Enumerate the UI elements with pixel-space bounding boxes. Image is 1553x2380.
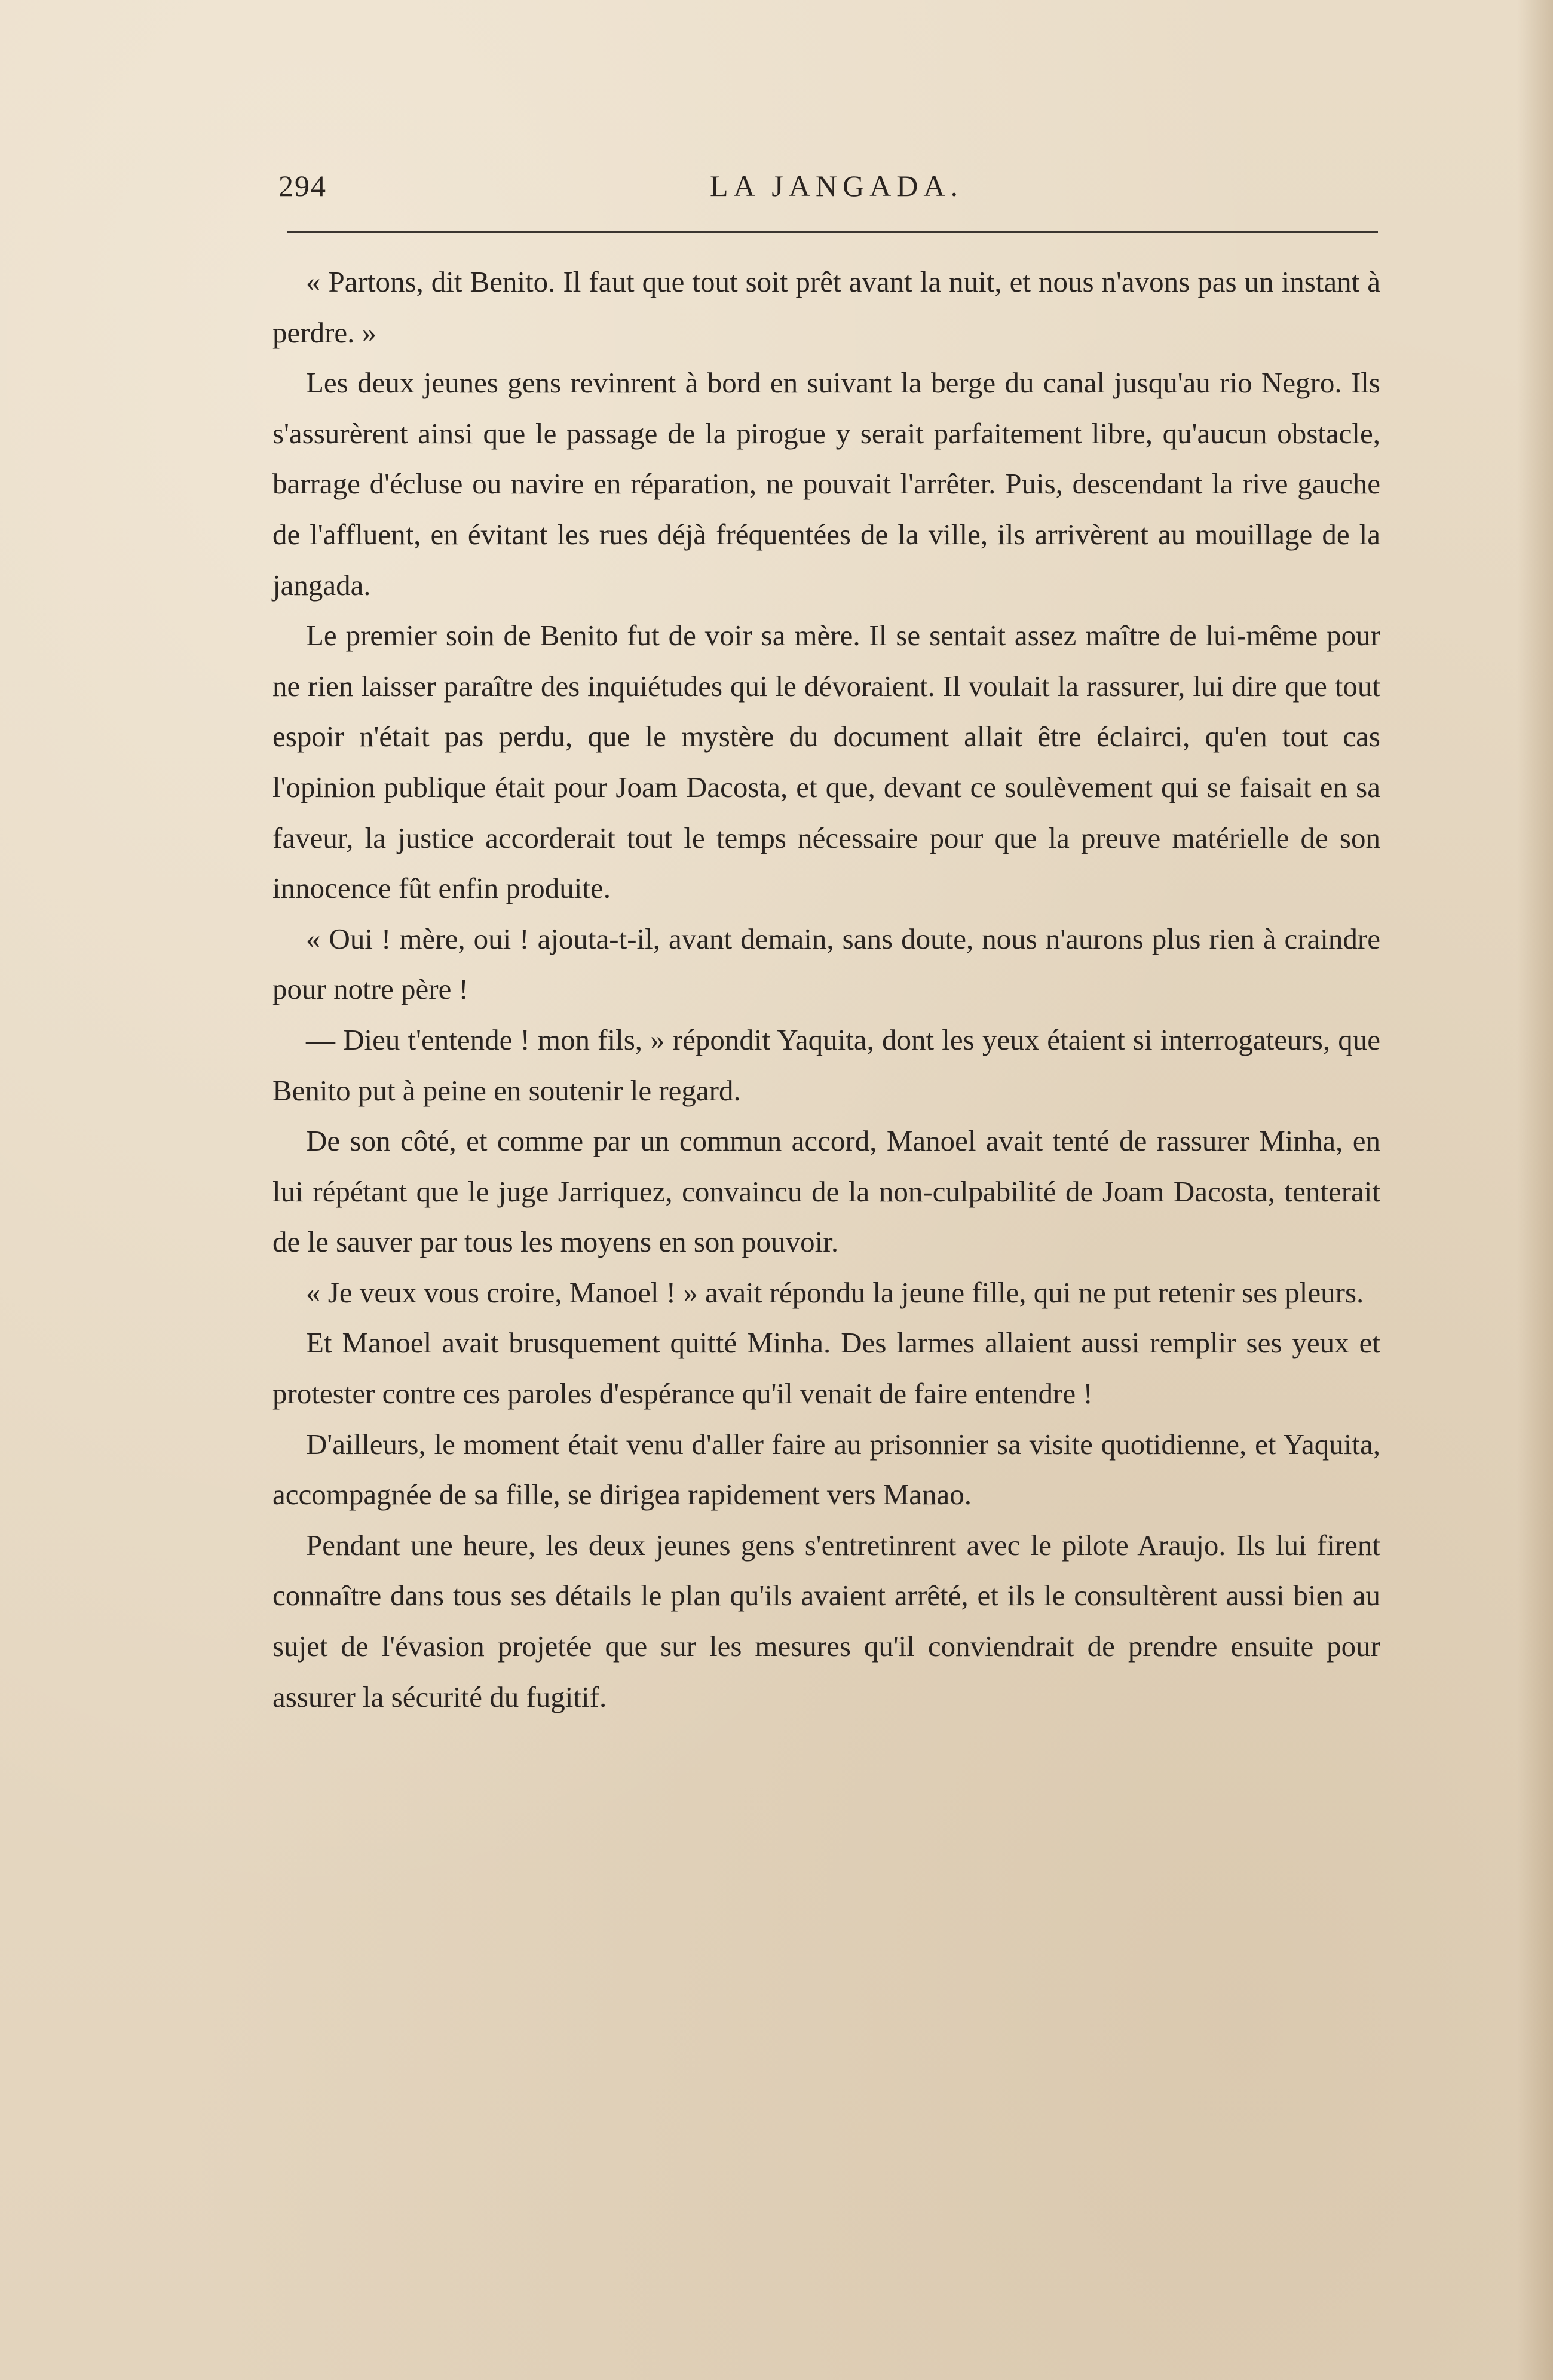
page-number: 294 — [278, 169, 327, 203]
paragraph: Et Manoel avait brusquement quitté Minha. Des larmes allaient aussi remplir ses yeux et protester contre ces paroles d'espérance qu'il venait de faire entendre ! — [272, 1326, 1380, 1410]
paragraph: Le premier soin de Benito fut de voir sa mère. Il se sentait assez maître de lui-même pour ne rien laisser paraître des inquiétudes qui le dévoraient. Il voulait la rassurer, lui dire que tout espoir n'était pas perdu, que le mystère du document allait être éclairci, qu'en tout cas l'opinion publique était pour Joam Dacosta, et que, devant ce soulèvement qui se faisait en sa faveur, la justice accorderait tout le temps nécessaire pour que la preuve matérielle de son innocence fût enfin produite. — [272, 619, 1380, 905]
page-header — [278, 168, 1378, 216]
paragraph: « Partons, dit Benito. Il faut que tout soit prêt avant la nuit, et nous n'avons pas un instant à perdre. » — [272, 265, 1380, 349]
paragraph: « Oui ! mère, oui ! ajouta-t-il, avant demain, sans doute, nous n'aurons plus rien à craindre pour notre père ! — [272, 922, 1380, 1006]
paragraph: Les deux jeunes gens revinrent à bord en suivant la berge du canal jusqu'au rio Negro. Ils s'assurèrent ainsi que le passage de la pirogue y serait parfaitement libre, qu'aucun obstacle, barrage d'écluse ou navire en réparation, ne pouvait l'arrêter. Puis, descendant la rive gauche de l'affluent, en évitant les rues déjà fréquentées de la ville, ils arrivèrent au mouillage de la jangada. — [272, 366, 1380, 602]
paragraph: De son côté, et comme par un commun accord, Manoel avait tenté de rassurer Minha, en lui répétant que le juge Jarriquez, convaincu de la non-culpabilité de Joam Dacosta, tenterait de le sauver par tous les moyens en son pouvoir. — [272, 1124, 1380, 1259]
page-edge-shadow — [1517, 0, 1553, 2380]
body-text — [272, 257, 1380, 1722]
paragraph: D'ailleurs, le moment était venu d'aller faire au prisonnier sa visite quotidienne, et Yaquita, accompagnée de sa fille, se dirigea rapidement vers Manao. — [272, 1427, 1380, 1511]
paragraph: Pendant une heure, les deux jeunes gens s'entretinrent avec le pilote Araujo. Ils lui firent connaître dans tous ses détails le plan qu'ils avaient arrêté, et ils le consultèrent aussi bien au sujet de l'évasion projetée que sur les mesures qu'il conviendrait de prendre ensuite pour assurer la sécurité du fugitif. — [272, 1528, 1380, 1713]
paragraph: — Dieu t'entende ! mon fils, » répondit Yaquita, dont les yeux étaient si interrogateurs, que Benito put à peine en soutenir le regard. — [272, 1023, 1380, 1107]
header-rule — [287, 231, 1378, 233]
paragraph: « Je veux vous croire, Manoel ! » avait répondu la jeune fille, qui ne put retenir ses pleurs. — [306, 1275, 1364, 1309]
running-title: LA JANGADA. — [710, 169, 963, 203]
